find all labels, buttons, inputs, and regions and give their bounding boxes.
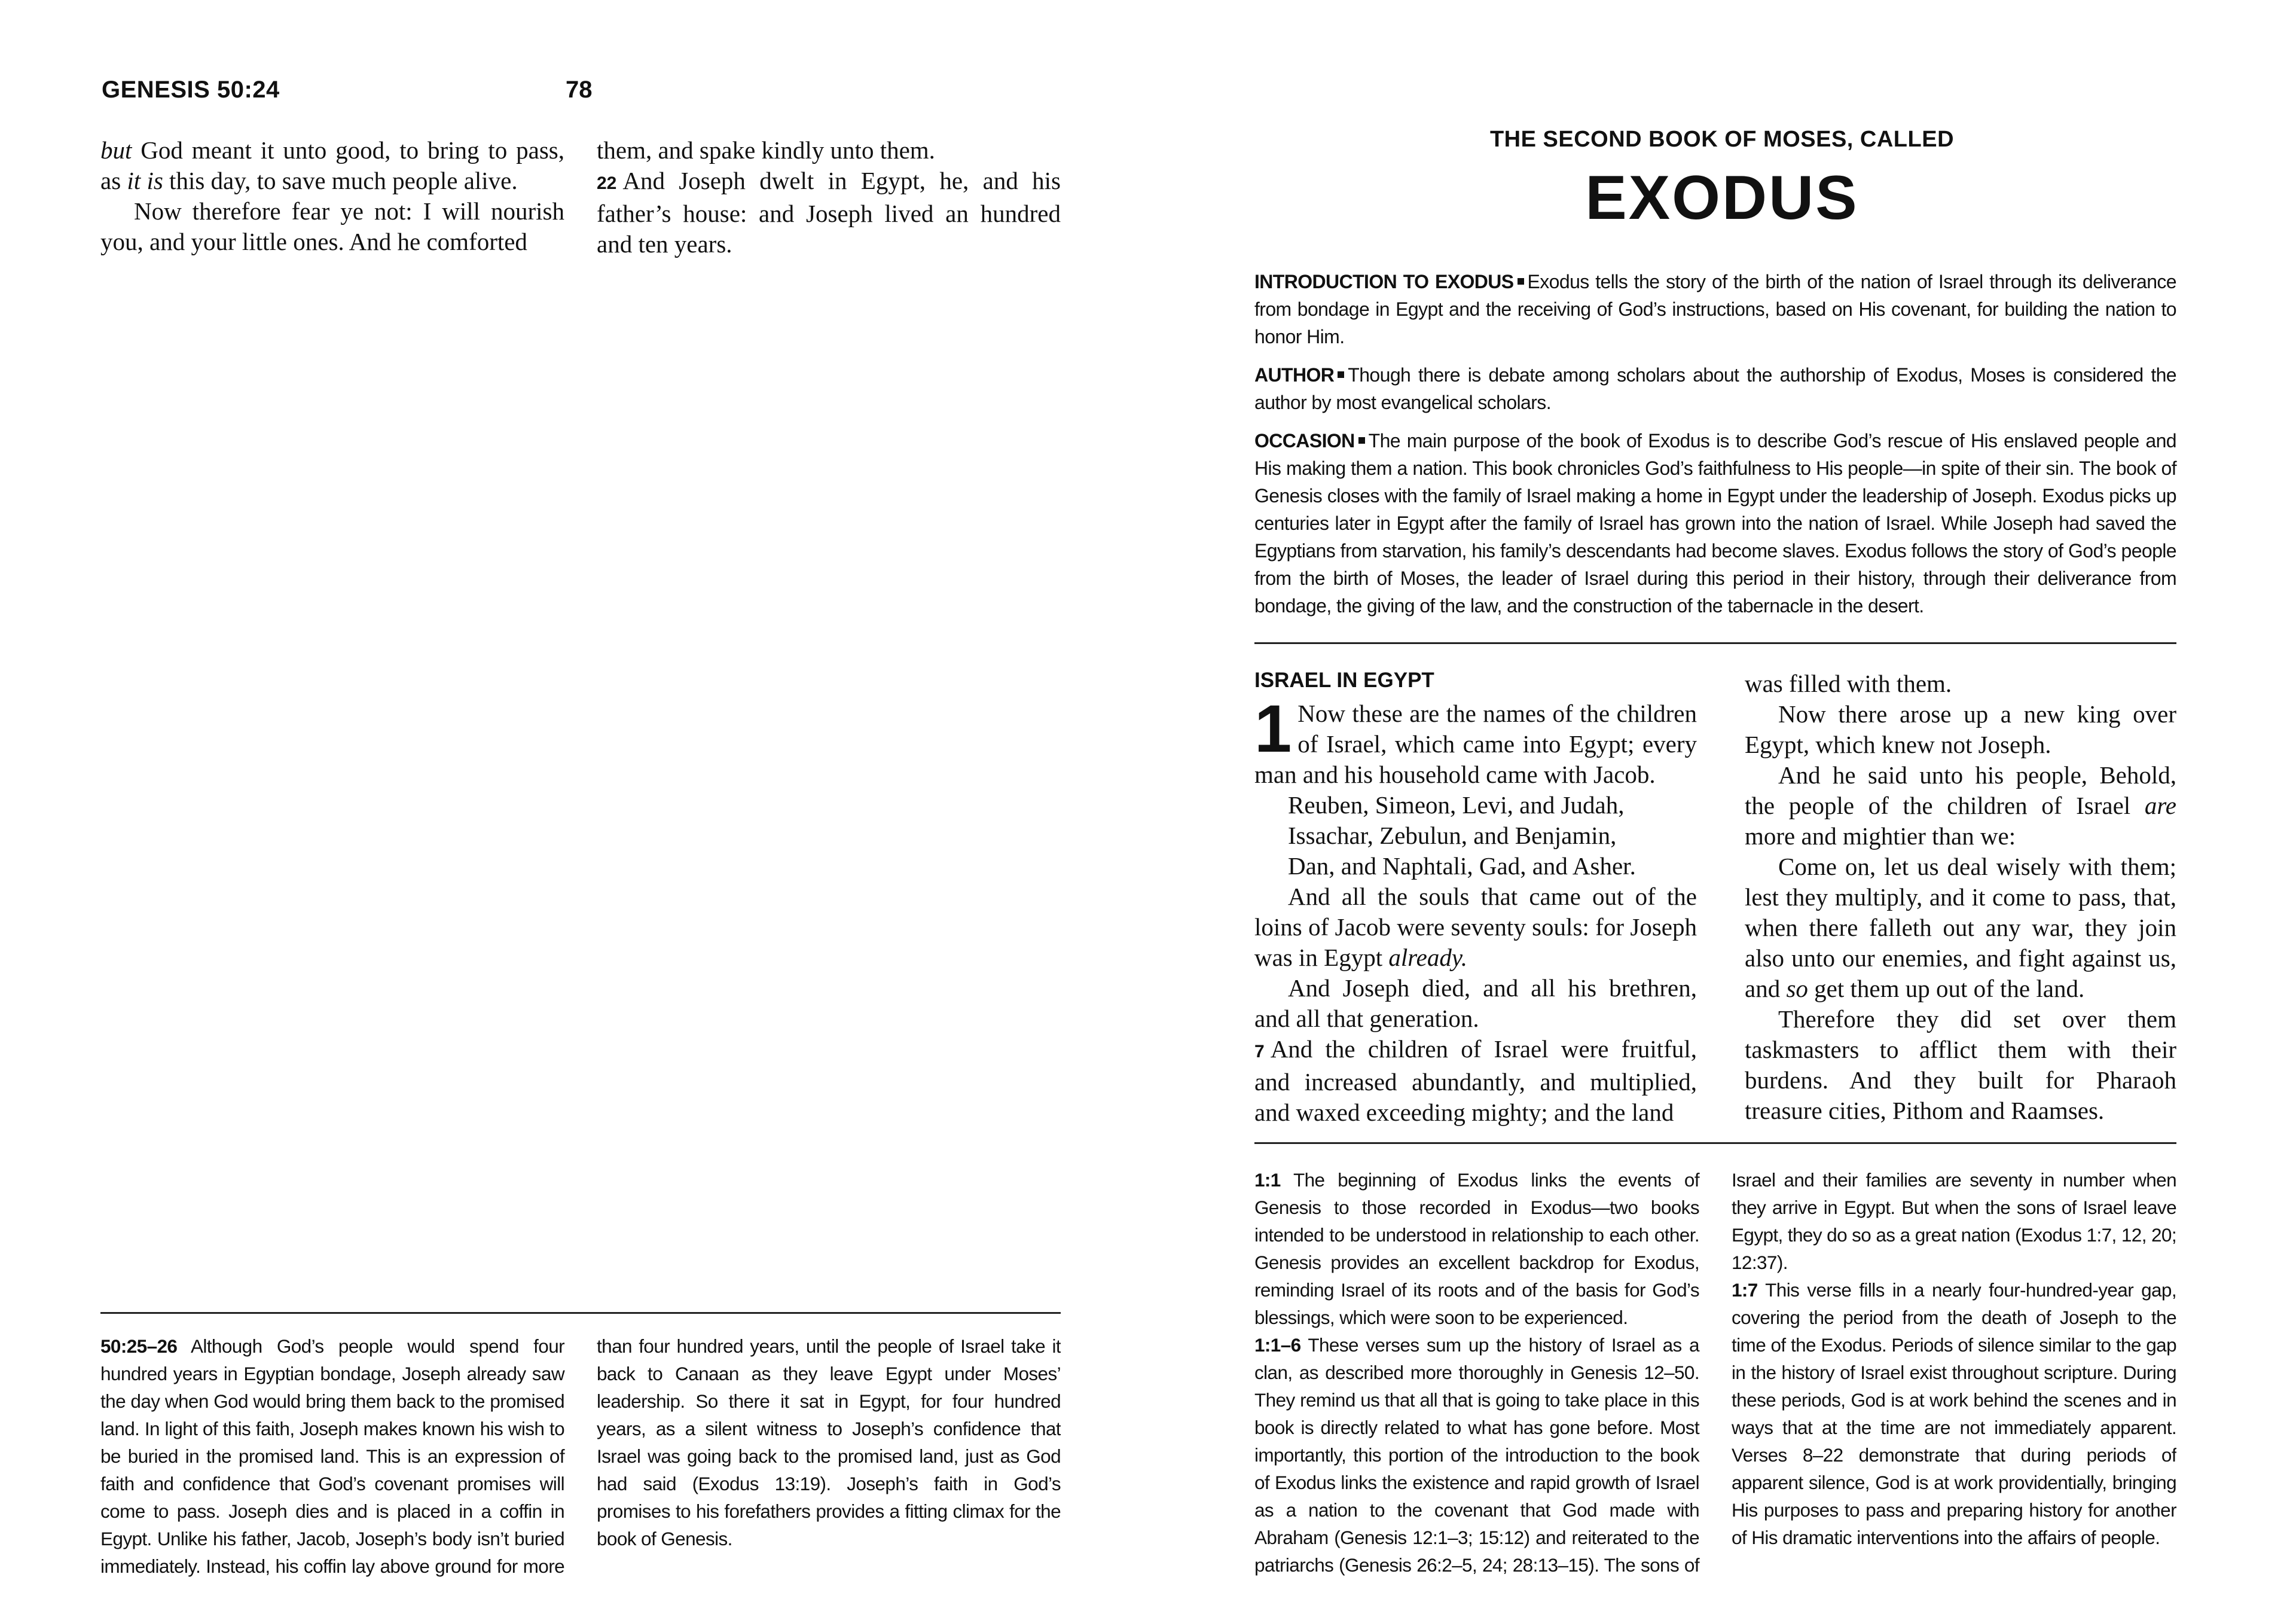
intro-label: OCCASION <box>1254 430 1355 451</box>
square-bullet-icon <box>1358 437 1365 444</box>
note-reference: 50:25–26 <box>100 1335 178 1357</box>
verse-paragraph: was filled with them. <box>1745 670 1952 697</box>
verse-paragraph: them, and spake kindly unto them. <box>597 136 935 164</box>
verse-paragraph: Come on, let us deal wisely with them; lest they multiply, and it come to pass, that, when there falleth out any war, they join also unto our enemies, and fight against us, and so get them up out of the land. <box>1745 853 2176 1002</box>
poetry-line: Issachar, Zebulun, and Benjamin, <box>1288 822 1617 849</box>
note-text: These verses sum up the history of Israel as a clan, as described more thoroughly in Genesis 12–50. They remind us that all that is going to take place in this book is directly related to what has gone before. Most importantly, this portion of the introduction to the book of Exodus links the existence and rapid growth of Israel as a nation to the covenant that God made with Abraham (Genesis 12:1–3; 15:12) and reiterated to the patriarchs (Genesis 26:2–5, 24; 28:13–15). The sons of Israel and their families are seventy in number when they arrive in Egypt. But when the sons of Israel leave Egypt, they do so as a great nation (Exodus 1:7, 12, 20; 12:37). <box>1254 1169 2176 1576</box>
note-reference: 1:1–6 <box>1254 1334 1301 1356</box>
scripture-column-1 <box>1254 667 1697 1128</box>
chapter-number: 1 <box>1254 691 1292 766</box>
note-text: Although God’s people would spend four hundred years in Egyptian bondage, Joseph already saw the day when God would bring them back to the promised land. In light of this faith, Joseph makes known his wish to be buried in the promised land. This is an expression of faith and confidence that God’s covenant promises will come to pass. Joseph dies and is placed in a coffin in Egypt. Unlike his father, Jacob, Joseph’s body isn’t buried immediately. Instead, his coffin lay above ground for more than four hundred years, until the people of Israel take it back to Canaan as they leave Egypt under Moses’ leadership. So there it sat in Egypt, for four hundred years, as a silent witness to Joseph’s confidence that Israel was going back to the promised land, just as God had said (Exodus 13:19). Joseph’s faith in God’s promises to his forefathers provides a fitting climax for the book of Genesis. <box>100 1335 1061 1577</box>
note-text: The beginning of Exodus links the events of Genesis to those recorded in Exodus—two books intended to be understood in relationship to each other. Genesis provides an excellent backdrop for Exodus, reminding Israel of its roots and of the basis for God’s blessings, which were soon to be experienced. <box>1254 1169 1699 1328</box>
intro-label: INTRODUCTION TO EXODUS <box>1254 271 1514 292</box>
verse-number: 7 <box>1254 1042 1265 1061</box>
square-bullet-icon <box>1518 278 1524 285</box>
scripture-column-2 <box>597 135 1061 260</box>
footnote-area <box>100 1332 1061 1584</box>
running-head: GENESIS 50:24 <box>102 77 280 103</box>
poetry-line: Reuben, Simeon, Levi, and Judah, <box>1288 791 1625 819</box>
scripture-column-1 <box>100 135 564 257</box>
verse-paragraph: And he said unto his people, Behold, the people of the children of Israel are more and mightier than we: <box>1745 761 2176 850</box>
note-text: This verse fills in a nearly four-hundred-year gap, covering the period from the death of Joseph to the time of the Exodus. Periods of silence similar to the gap in the history of Israel exist throughout scripture. During these periods, God is at work behind the scenes and in ways that at the time are not immediately apparent. Verses 8–22 demonstrate that during periods of apparent silence, God is at work providentially, bringing His purposes to pass and preparing history for another of His dramatic interventions into the affairs of people. <box>1732 1279 2176 1548</box>
intro-occasion: OCCASION The main purpose of the book of Exodus is to describe God’s rescue of His enslaved people and His making them a nation. This book chronicles God’s faithfulness to His people—in spite of their sin. The book of Genesis closes with the family of Israel making a home in Egypt under the leadership of Joseph. Exodus picks up centuries later in Egypt after the family of Israel has grown into the nation of Israel. While Joseph had saved the Egyptians from starvation, his family’s descendants had become slaves. Exodus follows the story of God’s people from the birth of Moses, the leader of Israel during this period in their history, through their deliverance from bondage, the giving of the law, and the construction of the tabernacle in the desert. <box>1254 430 2176 617</box>
verse-paragraph: 22 And Joseph dwelt in Egypt, he, and his father’s house: and Joseph lived an hundred and ten years. <box>597 167 1061 258</box>
right-page <box>1148 0 2296 1623</box>
intro-divider <box>1254 642 2176 644</box>
verse-number: 22 <box>597 173 617 193</box>
verse-paragraph: but God meant it unto good, to bring to pass, as it is this day, to save much people alive. <box>100 136 564 194</box>
study-note <box>1254 1166 1699 1331</box>
notes-divider <box>1254 1142 2176 1144</box>
intro-introduction: INTRODUCTION TO EXODUS Exodus tells the story of the birth of the nation of Israel through its deliverance from bondage in Egypt and the receiving of God’s instructions, based on His covenant, for building the nation to honor Him. <box>1254 271 2176 347</box>
note-reference: 1:7 <box>1732 1279 1758 1301</box>
study-note <box>100 1332 1061 1584</box>
study-note <box>1732 1276 2176 1551</box>
intro-label: AUTHOR <box>1254 364 1335 386</box>
verse-paragraph: Now there arose up a new king over Egypt, which knew not Joseph. <box>1745 700 2176 758</box>
verse-paragraph: Now therefore fear ye not: I will nourish you, and your little ones. And he comforted <box>100 197 564 255</box>
verse-paragraph: Therefore they did set over them taskmasters to afflict them with their burdens. And they built for Pharaoh treasure cities, Pithom and Raamses. <box>1745 1005 2176 1124</box>
verse-paragraph: And all the souls that came out of the loins of Jacob were seventy souls: for Joseph was in Egypt already. <box>1254 883 1697 971</box>
page-number: 78 <box>566 77 593 103</box>
poetry-line: Dan, and Naphtali, Gad, and Asher. <box>1288 852 1636 880</box>
verse-paragraph: 1 Now these are the names of the children of Israel, which came into Egypt; every man and his household came with Jacob. <box>1254 691 1697 788</box>
notes-area <box>1254 1166 2176 1585</box>
note-reference: 1:1 <box>1254 1169 1281 1191</box>
verse-paragraph: And Joseph died, and all his brethren, and all that generation. <box>1254 974 1697 1032</box>
study-notes <box>1254 1166 2176 1585</box>
section-heading: ISRAEL IN EGYPT <box>1254 669 1434 692</box>
square-bullet-icon <box>1338 371 1344 378</box>
book-title: EXODUS <box>1585 163 1859 233</box>
scripture-column-2 <box>1745 669 2176 1126</box>
verse-paragraph: 7 And the children of Israel were fruitful, and increased abundantly, and multiplied, and waxed exceeding mighty; and the land <box>1254 1035 1697 1126</box>
book-pre-title: THE SECOND BOOK OF MOSES, CALLED <box>1489 127 1955 152</box>
intro-author: AUTHOR Though there is debate among scholars about the authorship of Exodus, Moses is considered the author by most evangelical scholars. <box>1254 364 2176 413</box>
footnote-divider <box>100 1312 1061 1314</box>
